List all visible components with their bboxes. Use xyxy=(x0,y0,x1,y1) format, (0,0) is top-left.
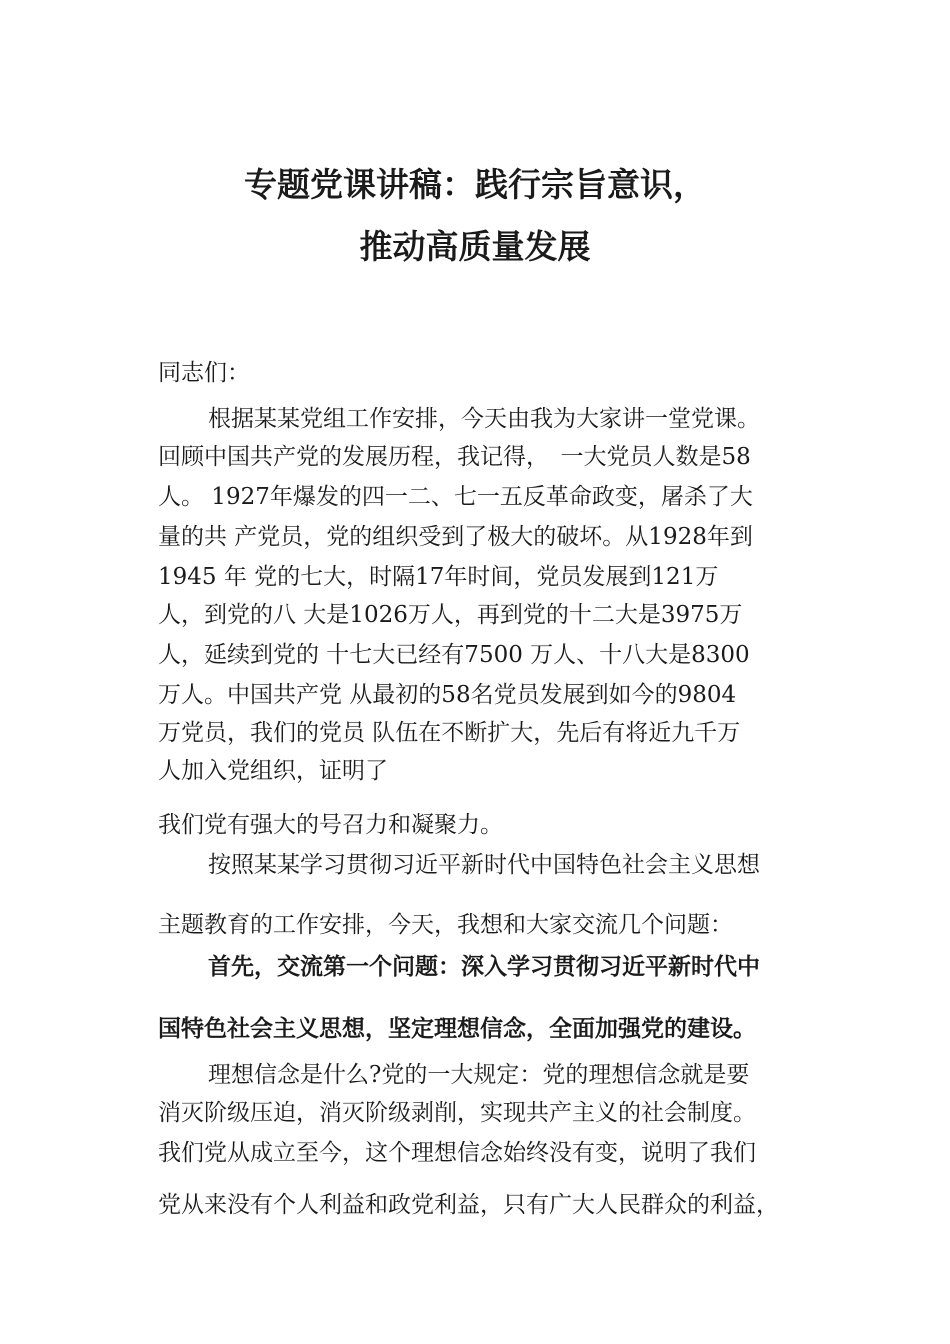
section-heading-line: 国特色社会主义思想，坚定理想信念，全面加强党的建设。 xyxy=(158,1015,756,1042)
body-line: 量的共 产党员，党的组织受到了极大的破坏。从1928年到 xyxy=(158,524,753,550)
body-line: 我们党有强大的号召力和凝聚力。 xyxy=(158,812,503,838)
body-line: 回顾中国共产党的发展历程，我记得， 一大党员人数是58 xyxy=(158,444,751,470)
body-line: 人。 1927年爆发的四一二、七一五反革命政变，屠杀了大 xyxy=(158,484,753,510)
body-line: 人，到党的八 大是1026万人，再到党的十二大是3975万 xyxy=(158,602,743,628)
body-line: 1945 年 党的七大，时隔17年时间，党员发展到121万 xyxy=(158,564,719,590)
body-line: 按照某某学习贯彻习近平新时代中国特色社会主义思想 xyxy=(208,852,760,878)
body-line: 人，延续到党的 十七大已经有7500 万人、十八大是8300 xyxy=(158,642,750,668)
document-title-line-1: 专题党课讲稿：践行宗旨意识， xyxy=(244,165,706,204)
salutation: 同志们： xyxy=(158,360,250,386)
body-line: 我们党从成立至今，这个理想信念始终没有变，说明了我们 xyxy=(158,1140,756,1166)
document-title-line-2: 推动高质量发展 xyxy=(359,227,591,266)
body-line: 人加入党组织，证明了 xyxy=(158,758,388,784)
body-line: 根据某某党组工作安排，今天由我为大家讲一堂党课。 xyxy=(208,406,760,432)
section-heading-line: 首先，交流第一个问题：深入学习贯彻习近平新时代中 xyxy=(208,953,760,980)
body-line: 万党员，我们的党员 队伍在不断扩大，先后有将近九千万 xyxy=(158,720,741,746)
body-line: 万人。中国共产党 从最初的58名党员发展到如今的9804 xyxy=(158,682,737,708)
body-line: 消灭阶级压迫，消灭阶级剥削，实现共产主义的社会制度。 xyxy=(158,1100,756,1126)
body-line: 党从来没有个人利益和政党利益，只有广大人民群众的利益， xyxy=(158,1192,779,1218)
body-line: 理想信念是什么?党的一大规定：党的理想信念就是要 xyxy=(208,1062,750,1088)
body-line: 主题教育的工作安排，今天，我想和大家交流几个问题： xyxy=(158,912,733,938)
